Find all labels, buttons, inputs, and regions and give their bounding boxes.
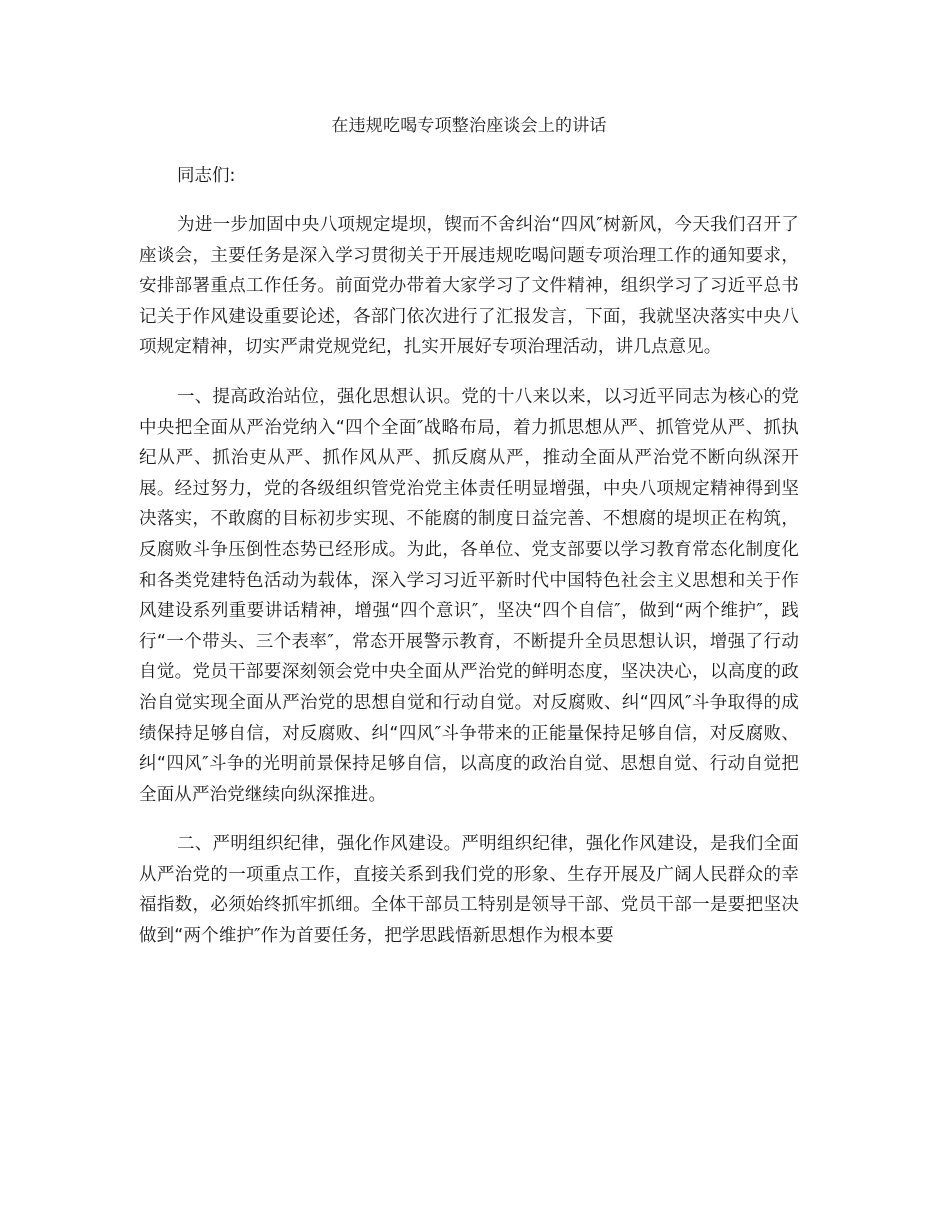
paragraph-section-2: 二、严明组织纪律，强化作风建设。严明组织纪律，强化作风建设，是我们全面从严治党的一项重点工作，直接关系到我们党的形象、生存开展及广阔人民群众的幸福指数，必须始终抓牢抓细。全体干部员工特别是领导干部、党员干部一是要把坚决做到“两个维护″作为首要任务，把学思践悟新思想作为根本要 — [139, 834, 799, 947]
paragraph-intro: 为进一步加固中央八项规定堤坝，锲而不舍纠治“四风″树新风，今天我们召开了座谈会，主要任务是深入学习贯彻关于开展违规吃喝问题专项治理工作的通知要求，安排部署重点工作任务。前面党办带着大家学习了文件精神，组织学习了习近平总书记关于作风建设重要论述，各部门依次进行了汇报发言，下面，我就坚决落实中央八项规定精神，切实严肃党规党纪，扎实开展好专项治理活动，讲几点意见。 — [139, 215, 799, 358]
salutation: 同志们: — [177, 166, 236, 186]
paragraph-section-1: 一、提高政治站位，强化思想认识。党的十八来以来，以习近平同志为核心的党中央把全面从严治党纳入“四个全面″战略布局，着力抓思想从严、抓管党从严、抓执纪从严、抓治吏从严、抓作风从严、抓反腐从严，推动全面从严治党不断向纵深开展。经过努力，党的各级组织管党治党主体责任明显增强，中央八项规定精神得到坚决落实，不敢腐的目标初步实现、不能腐的制度日益完善、不想腐的堤坝正在构筑，反腐败斗争压倒性态势已经形成。为此，各单位、党支部要以学习教育常态化制度化和各类党建特色活动为载体，深入学习习近平新时代中国特色社会主义思想和关于作风建设系列重要讲话精神，增强“四个意识″，坚决“四个自信″，做到“两个维护″，践行“一个带头、三个表率″，常态开展警示教育，不断提升全员思想认识，增强了行动自觉。党员干部要深刻领会党中央全面从严治党的鲜明态度，坚决决心，以高度的政治自觉实现全面从严治党的思想自觉和行动自觉。对反腐败、纠“四风″斗争取得的成绩保持足够自信，对反腐败、纠“四风″斗争带来的正能量保持足够自信，对反腐败、纠“四风″斗争的光明前景保持足够自信，以高度的政治自觉、思想自觉、行动自觉把全面从严治党继续向纵深推进。 — [139, 386, 799, 805]
document-body — [139, 111, 799, 971]
document-title: 在违规吃喝专项整治座谈会上的讲话 — [331, 116, 607, 136]
